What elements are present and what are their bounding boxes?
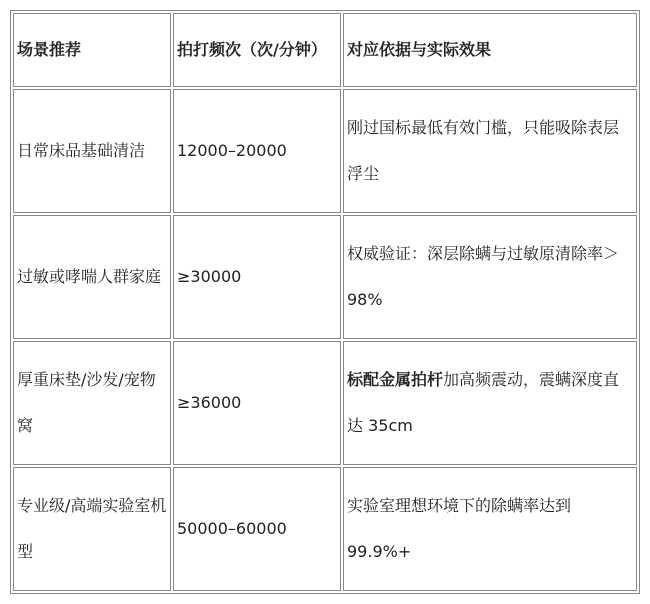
table-row xyxy=(13,341,637,465)
effect-bold-text: 标配金属拍杆 xyxy=(347,370,444,389)
effect-text: 刚过国标最低有效门槛，只能吸除表层浮尘 xyxy=(347,118,620,183)
cell-effect xyxy=(343,215,637,339)
cell-frequency: 12000–20000 xyxy=(173,89,341,213)
table-header-row xyxy=(13,13,637,87)
cell-effect xyxy=(343,341,637,465)
cell-scene: 专业级/高端实验室机型 xyxy=(13,467,171,591)
effect-text: 加高频震动，震螨深度直达 35cm xyxy=(347,370,620,435)
cell-scene: 过敏或哮喘人群家庭 xyxy=(13,215,171,339)
effect-text: 实验室理想环境下的除螨率达到99.9%+ xyxy=(347,496,572,561)
cell-effect xyxy=(343,467,637,591)
cell-frequency: 50000–60000 xyxy=(173,467,341,591)
cell-effect xyxy=(343,89,637,213)
effect-text: 权威验证：深层除螨与过敏原清除率＞98% xyxy=(347,244,620,309)
cell-scene: 日常床品基础清洁 xyxy=(13,89,171,213)
header-effect: 对应依据与实际效果 xyxy=(343,13,637,87)
mite-removal-frequency-table xyxy=(10,10,640,594)
comparison-table-wrapper xyxy=(10,10,640,594)
header-scene: 场景推荐 xyxy=(13,13,171,87)
cell-frequency: ≥36000 xyxy=(173,341,341,465)
table-row xyxy=(13,215,637,339)
header-frequency: 拍打频次（次/分钟） xyxy=(173,13,341,87)
cell-frequency: ≥30000 xyxy=(173,215,341,339)
table-row xyxy=(13,467,637,591)
table-row xyxy=(13,89,637,213)
cell-scene: 厚重床垫/沙发/宠物窝 xyxy=(13,341,171,465)
